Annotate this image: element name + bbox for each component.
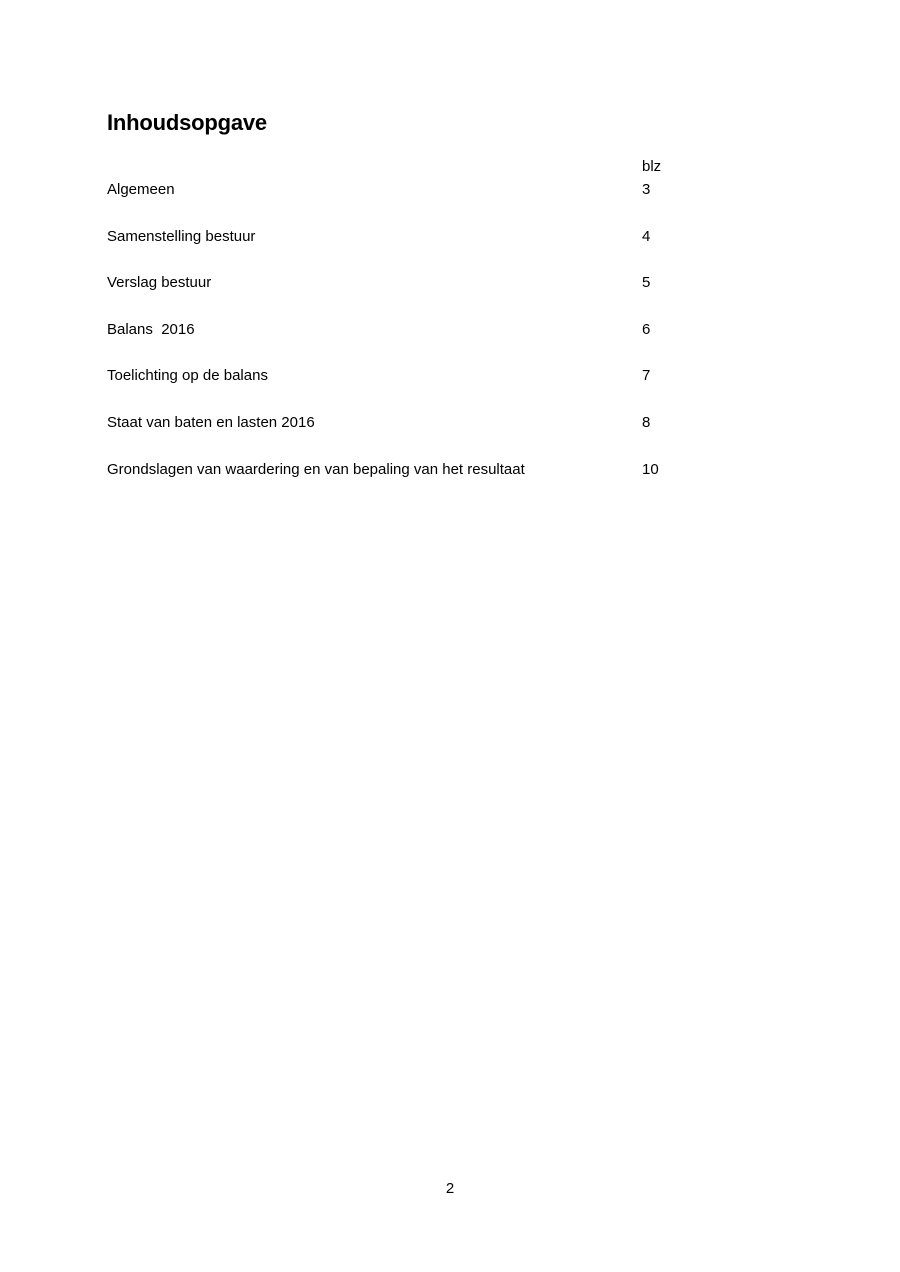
page-column-header: blz (642, 158, 662, 175)
toc-entry (107, 180, 707, 227)
toc-entry (107, 366, 707, 413)
toc-entry-page: 6 (642, 320, 651, 338)
page-number: 2 (445, 1180, 455, 1197)
toc-entry (107, 413, 707, 460)
table-of-contents (107, 180, 707, 506)
toc-entry-label: Verslag bestuur (107, 274, 212, 292)
toc-entry-page: 5 (642, 274, 651, 292)
toc-entry (107, 273, 707, 320)
toc-entry (107, 320, 707, 367)
toc-entry-label: Algemeen (107, 181, 175, 198)
toc-entry-page: 7 (642, 367, 651, 385)
toc-entry-label: Balans 2016 (107, 320, 195, 338)
toc-entry-label: Toelichting op de balans (107, 367, 268, 385)
toc-entry-page: 10 (642, 460, 659, 478)
toc-entry (107, 227, 707, 274)
toc-entry-label: Staat van baten en lasten 2016 (107, 413, 315, 431)
toc-entry-label: Samenstelling bestuur (107, 227, 256, 245)
toc-entry (107, 460, 707, 507)
toc-entry-page: 4 (642, 227, 651, 245)
page-title: Inhoudsopgave (107, 110, 267, 135)
toc-entry-page: 3 (642, 181, 651, 198)
toc-entry-label: Grondslagen van waardering en van bepaling van het resultaat (107, 460, 525, 478)
toc-entry-page: 8 (642, 413, 651, 431)
